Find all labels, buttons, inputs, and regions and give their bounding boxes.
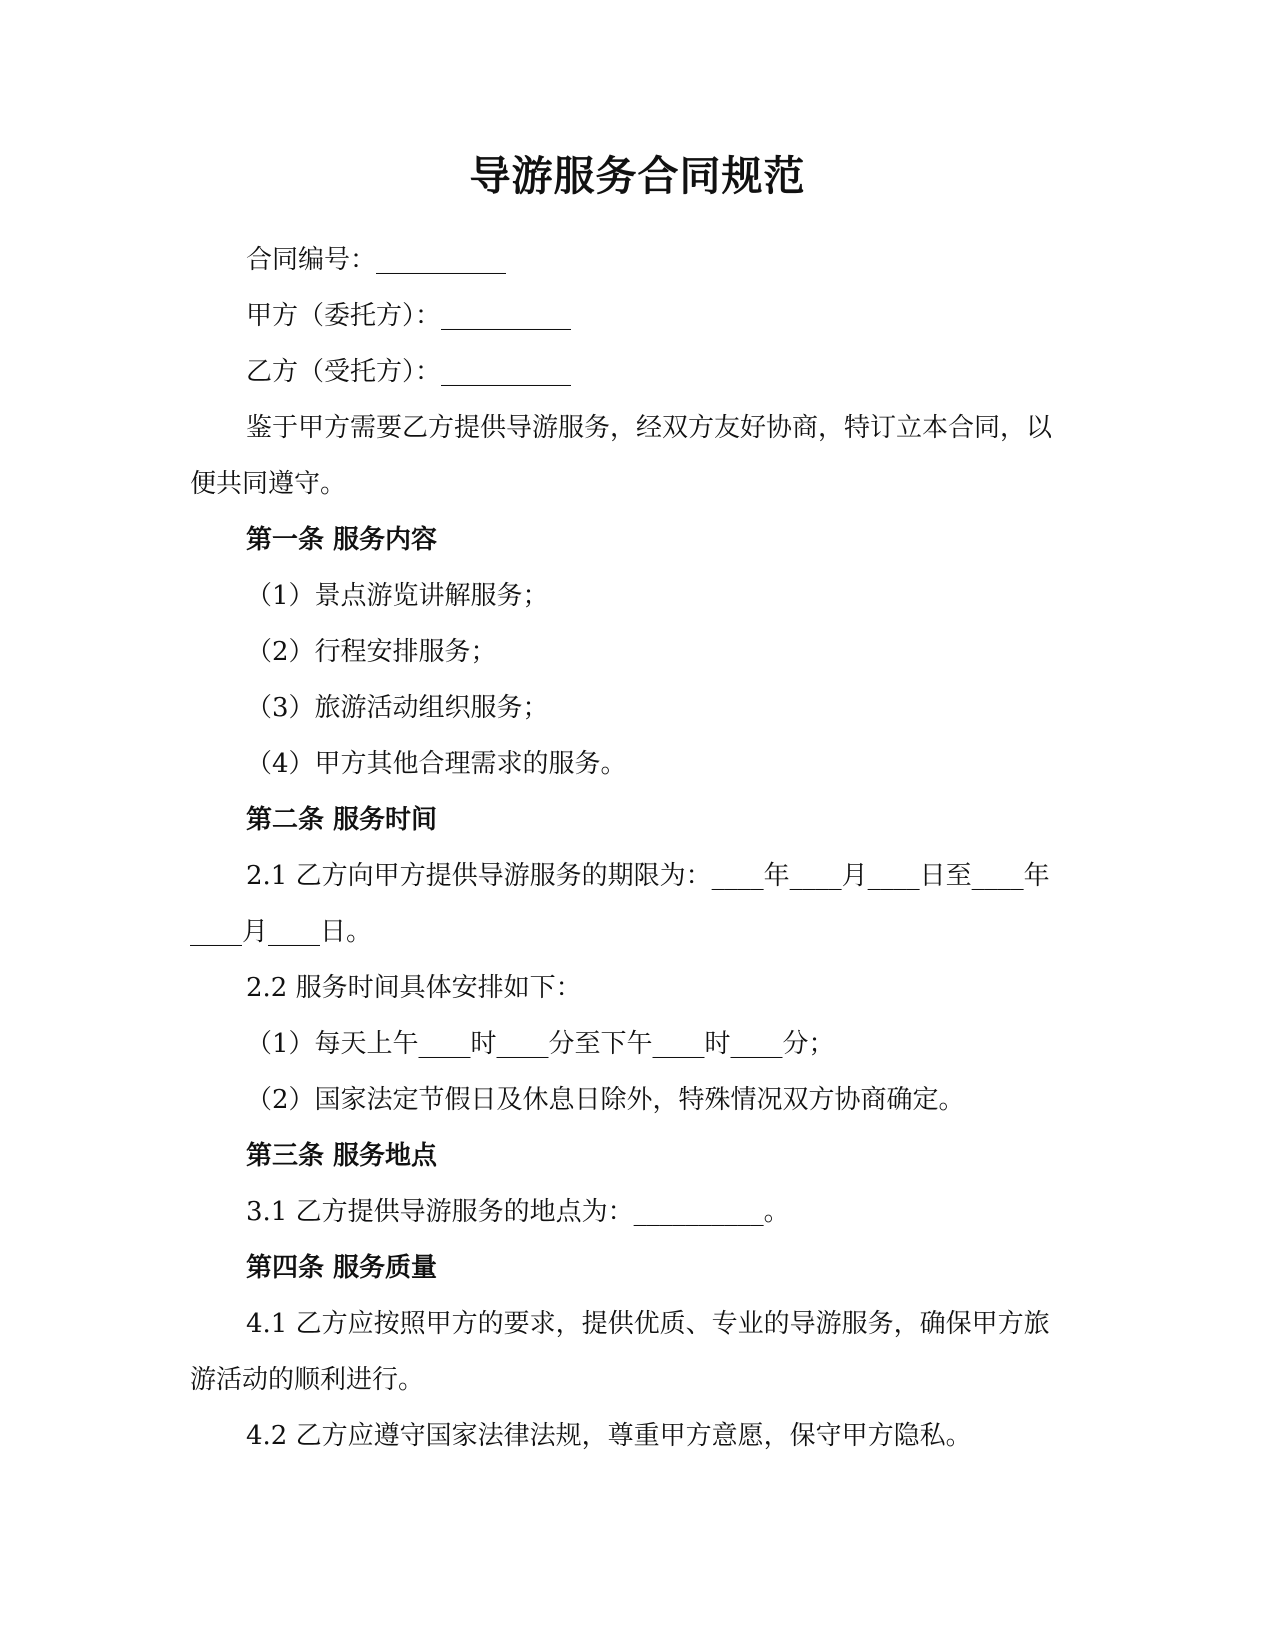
article-2-heading: 第二条 服务时间 [246, 805, 438, 835]
clause-2-2-item-1: （1）每天上午____时____分至下午____时____分； [246, 1029, 835, 1059]
article-1-heading: 第一条 服务内容 [246, 525, 438, 555]
clause-4-2: 4.2 乙方应遵守国家法律法规，尊重甲方意愿，保守甲方隐私。 [246, 1421, 972, 1451]
article-1-item-3: （3）旅游活动组织服务； [246, 693, 549, 723]
document-body [190, 232, 1060, 1464]
intro-paragraph: 鉴于甲方需要乙方提供导游服务，经双方友好协商，特订立本合同，以便共同遵守。 [190, 413, 1053, 499]
document-title: 导游服务合同规范 [469, 152, 806, 200]
party-b-line: 乙方（受托方）：__________ [246, 357, 572, 387]
article-4-heading: 第四条 服务质量 [246, 1253, 438, 1283]
clause-2-1: 2.1 乙方向甲方提供导游服务的期限为：____年____月____日至____年____月____日。 [190, 861, 1050, 947]
clause-2-2: 2.2 服务时间具体安排如下： [246, 973, 582, 1003]
article-3-heading: 第三条 服务地点 [246, 1141, 438, 1171]
clause-2-2-item-2: （2）国家法定节假日及休息日除外，特殊情况双方协商确定。 [246, 1085, 965, 1115]
contract-number-line: 合同编号：__________ [246, 245, 507, 275]
party-a-line: 甲方（委托方）：__________ [246, 301, 572, 331]
article-1-item-2: （2）行程安排服务； [246, 637, 497, 667]
article-1-item-1: （1）景点游览讲解服务； [246, 581, 549, 611]
clause-3-1: 3.1 乙方提供导游服务的地点为：__________。 [246, 1197, 790, 1227]
article-1-item-4: （4）甲方其他合理需求的服务。 [246, 749, 627, 779]
clause-4-1: 4.1 乙方应按照甲方的要求，提供优质、专业的导游服务，确保甲方旅游活动的顺利进行。 [190, 1309, 1050, 1395]
